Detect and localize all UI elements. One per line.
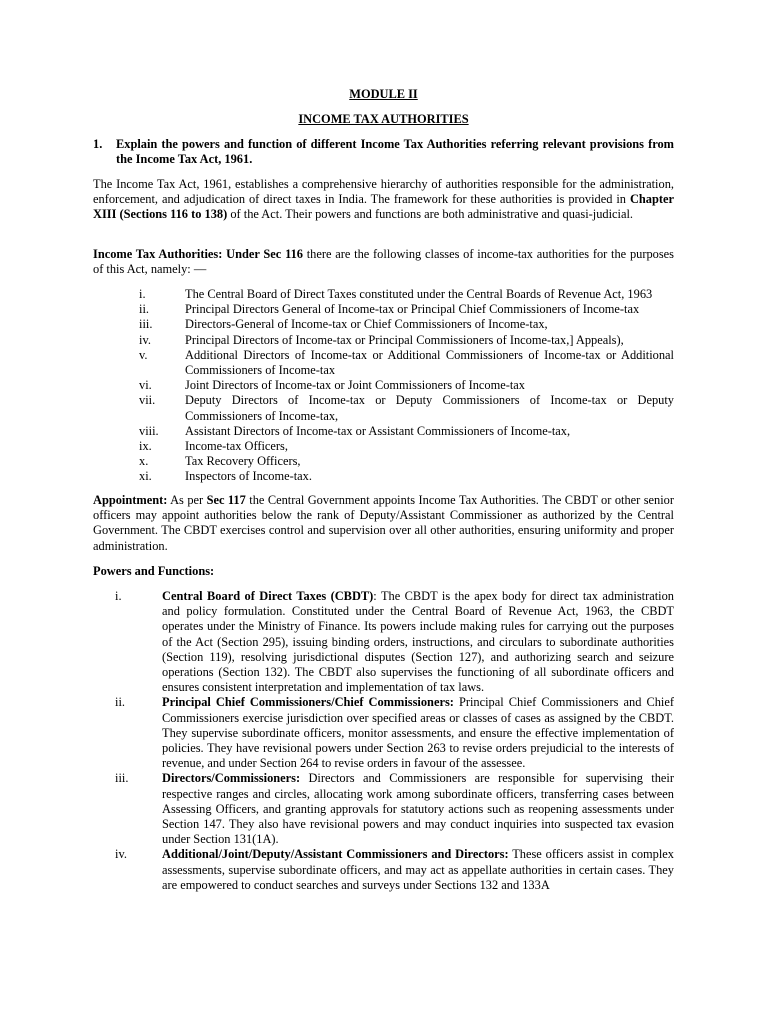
item-title: Directors/Commissioners: <box>162 771 301 786</box>
intro-paragraph <box>93 177 674 223</box>
item-number: v. <box>139 347 148 362</box>
item-number: iv. <box>139 332 151 347</box>
item-text: Joint Directors of Income-tax or Joint Commissioners of Income-tax <box>185 378 525 393</box>
list-item <box>93 393 674 423</box>
item-title: Central Board of Direct Taxes (CBDT) <box>162 589 374 603</box>
list-item <box>93 287 674 302</box>
list-item <box>93 424 674 439</box>
item-text: Assistant Directors of Income-tax or Assistant Commissioners of Income-tax, <box>185 423 571 438</box>
item-text: Directors and Commissioners are responsible for supervising their respective ranges and circles, allocating work among subordinate officers, transferring cases between Assessing Officers, and granting approvals for statutory actions such as reopening assessments under Section 147. They also have revisional powers and may conduct inquiries into suspected tax evasion under Section 131(1A). <box>162 771 674 847</box>
item-text: Income-tax Officers, <box>185 439 288 454</box>
list-item <box>93 439 674 454</box>
intro-text-1: The Income Tax Act, 1961, establishes a comprehensive hierarchy of authorities responsible for the administration, enforcement, and adjudication of direct taxes in India. The framework for these authorities is provided in <box>93 177 674 207</box>
module-title: MODULE II <box>349 87 418 101</box>
question <box>93 137 674 167</box>
item-text: Inspectors of Income-tax. <box>185 469 312 484</box>
intro-chapter-ref: Chapter XIII (Sections 116 to 138) <box>93 192 674 222</box>
item-text: These officers assist in complex assessments, supervise subordinate officers, and may act as appellate authorities in certain cases. They are empowered to conduct searches and surveys under Sections 132 and 133A <box>162 847 674 892</box>
list-item <box>93 378 674 393</box>
item-text: : The CBDT is the apex body for direct tax administration and policy formulation. Constituted under the Central Board of Revenue Act, 1963, the CBDT operates under the Ministry of Finance. Its powers include making rules for carrying out the purposes of the Act (Section 295), issuing binding orders, instructions, and circulars to subordinate authorities (Section 119), resolving jurisdictional disputes (Section 127), and authorizing search and seizure operations (Section 132). The CBDT also supervises the functioning of all subordinate officers and ensures consistent interpretation and implementation of tax laws. <box>162 589 674 695</box>
list-item <box>93 454 674 469</box>
item-title: Principal Chief Commissioners/Chief Commissioners: <box>162 695 454 710</box>
item-number: iv. <box>115 847 127 862</box>
list-item <box>93 348 674 378</box>
item-text: Tax Recovery Officers, <box>185 454 301 469</box>
appointment-paragraph <box>93 493 674 554</box>
list-item <box>93 469 674 484</box>
intro-text-2: of the Act. Their powers and functions are both administrative and quasi-judicial. <box>227 207 634 222</box>
item-number: vii. <box>139 393 156 408</box>
authorities-intro-text: there are the following classes of income-tax authorities for the purposes of this Act, namely: — <box>93 247 674 277</box>
item-number: iii. <box>139 317 153 332</box>
question-text: Explain the powers and function of different Income Tax Authorities referring relevant provisions from the Income Tax Act, 1961. <box>116 137 674 167</box>
item-number: i. <box>115 589 122 603</box>
item-title: Additional/Joint/Deputy/Assistant Commissioners and Directors: <box>162 847 509 862</box>
appointment-label: Appointment: <box>93 493 168 507</box>
item-text: Principal Directors of Income-tax or Principal Commissioners of Income-tax,] Appeals), <box>185 332 624 347</box>
item-number: iii. <box>115 771 129 786</box>
item-number: ii. <box>115 695 125 710</box>
authorities-intro-label: Income Tax Authorities: Under Sec 116 <box>93 247 303 261</box>
item-number: x. <box>139 454 149 469</box>
item-number: i. <box>139 287 146 301</box>
list-item <box>93 771 674 847</box>
item-number: xi. <box>139 469 152 484</box>
list-item <box>93 695 674 771</box>
appointment-section: Sec 117 <box>206 493 246 507</box>
appointment-pre: As per <box>167 493 207 507</box>
item-text: Principal Directors General of Income-tax or Principal Chief Commissioners of Income-tax <box>185 302 640 317</box>
list-item <box>93 333 674 348</box>
list-item <box>93 302 674 317</box>
appointment-text: the Central Government appoints Income Tax Authorities. The CBDT or other senior officers may appoint authorities below the rank of Deputy/Assistant Commissioner as authorized by the Central Government. The CBDT exercises control and supervision over all other authorities, ensuring uniformity and proper administration. <box>93 493 674 553</box>
question-number: 1. <box>93 137 103 151</box>
item-text: Deputy Directors of Income-tax or Deputy Commissioners of Income-tax or Deputy Commissioners of Income-tax, <box>185 393 674 423</box>
powers-heading: Powers and Functions: <box>93 564 215 578</box>
list-item <box>93 847 674 893</box>
list-item <box>93 589 674 695</box>
item-number: viii. <box>139 423 159 438</box>
list-item <box>93 317 674 332</box>
authorities-intro <box>93 247 674 277</box>
item-text: Principal Chief Commissioners and Chief Commissioners exercise jurisdiction over specified areas or classes of cases as assigned by the CBDT. They supervise subordinate officers, monitor assessments, and ensure the effective implementation of policies. They have revisional powers under Section 263 to revise orders prejudicial to the interests of revenue, and under Section 264 to revise orders in favour of the assessee. <box>162 695 674 771</box>
authorities-list <box>93 287 674 485</box>
item-text: The Central Board of Direct Taxes constituted under the Central Boards of Revenue Act, 1963 <box>185 287 653 301</box>
item-number: ii. <box>139 302 149 317</box>
item-text: Directors-General of Income-tax or Chief Commissioners of Income-tax, <box>185 317 548 332</box>
item-number: ix. <box>139 439 152 454</box>
powers-list <box>93 589 674 893</box>
section-title: INCOME TAX AUTHORITIES <box>298 112 469 126</box>
item-text: Additional Directors of Income-tax or Additional Commissioners of Income-tax or Additional Commissioners of Income-tax <box>185 347 674 378</box>
item-number: vi. <box>139 378 152 393</box>
